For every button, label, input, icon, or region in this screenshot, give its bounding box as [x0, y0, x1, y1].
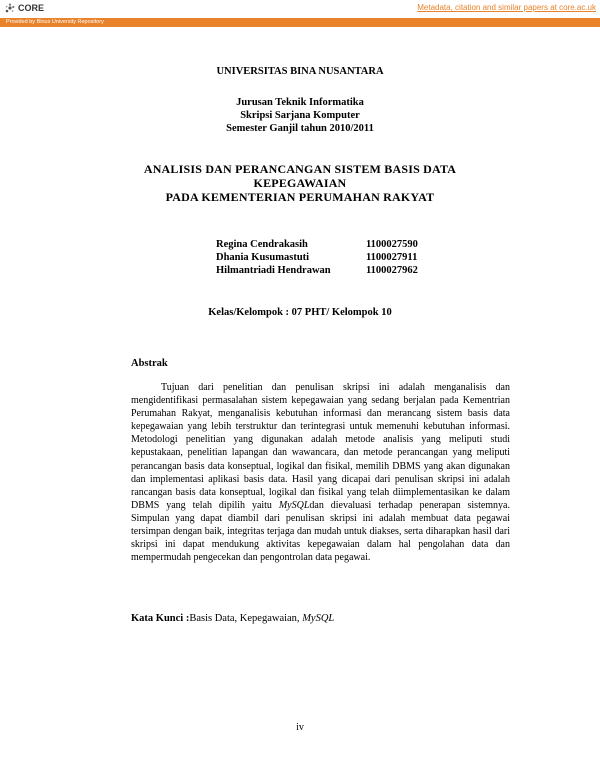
abstract-heading: Abstrak	[131, 358, 168, 369]
author-row	[216, 265, 446, 278]
author-nim: 1100027911	[366, 252, 418, 263]
author-row	[216, 239, 446, 252]
program: Skripsi Sarjana Komputer	[240, 110, 360, 121]
author-row	[216, 252, 446, 265]
semester: Semester Ganjil tahun 2010/2011	[226, 123, 374, 134]
author-name: Dhania Kusumastuti	[216, 252, 310, 263]
page-number: iv	[296, 722, 304, 733]
core-logo-text: CORE	[18, 3, 45, 13]
provided-by-text: Provided by Binus University Repository	[6, 19, 104, 25]
abstract-body	[131, 381, 510, 564]
core-banner	[0, 0, 600, 18]
abstract-text-part-1: Tujuan dari penelitian dan penulisan skripsi ini adalah menganalisis dan mengidentifikasi permasalahan sistem kepegawaian yang sedang berjalan pada Kementrian Perumahan Rakyat, menganalisis kebutuhan informasi dan merancang sistem basis data kepegawaian yang lebih terstruktur dan terintegrasi untuk memenuhi kebutuhan informasi. Metodologi penelitian yang digunakan adalah metode analisis yang meliputi studi kepustakaan, penelitian lapangan dan wawancara, dan metode perancangan yang meliputi perancangan basis data konseptual, logikal dan fisikal, memilih DBMS yang akan digunakan dan implementasi aplikasi basis data. Hasil yang dicapai dari penulisan skripsi ini adalah rancangan basis data konseptual, logikal dan fisikal yang telah diimplementasikan ke dalam DBMS yang telah dipilih yaitu	[131, 382, 510, 511]
author-list	[216, 239, 446, 278]
core-logo[interactable]	[4, 2, 44, 14]
author-nim: 1100027962	[366, 265, 418, 276]
thesis-title-line-2: KEPEGAWAIAN	[253, 176, 347, 190]
abstract-paragraph	[131, 381, 510, 564]
keywords-terms: Basis Data, Kepegawaian,	[189, 613, 303, 624]
core-metadata-link[interactable]: Metadata, citation and similar papers at core.ac.uk	[417, 3, 596, 12]
university-name: UNIVERSITAS BINA NUSANTARA	[216, 66, 384, 77]
keywords	[131, 613, 334, 624]
core-logo-icon	[4, 2, 16, 14]
author-nim: 1100027590	[366, 239, 418, 250]
author-name: Regina Cendrakasih	[216, 239, 308, 250]
thesis-title-line-3: PADA KEMENTERIAN PERUMAHAN RAKYAT	[165, 190, 435, 204]
keywords-label: Kata Kunci :	[131, 613, 190, 624]
author-name: Hilmantriadi Hendrawan	[216, 265, 331, 276]
keywords-italic-term: MySQL	[302, 613, 335, 624]
class-group: Kelas/Kelompok : 07 PHT/ Kelompok 10	[208, 307, 392, 318]
abstract-mysql-term: MySQL	[278, 499, 310, 511]
provided-by-bar	[0, 18, 600, 27]
department: Jurusan Teknik Informatika	[236, 97, 364, 108]
thesis-title-line-1: ANALISIS DAN PERANCANGAN SISTEM BASIS DATA	[143, 162, 457, 176]
abstract-text-part-2: dan dievaluasi terhadap penerapan sistemnya. Simpulan yang dapat diambil dari penulisan skripsi ini adalah membuat data pegawai tersimpan dengan baik, integritas terjaga dan mudah untuk diakses, serta diharapkan hasil dari skripsi ini dapat mendukung aktivitas kepegawaian dalam hal pengolahan data dan mempermudah pengecekan dan pengontrolan data pegawai.	[131, 499, 511, 564]
